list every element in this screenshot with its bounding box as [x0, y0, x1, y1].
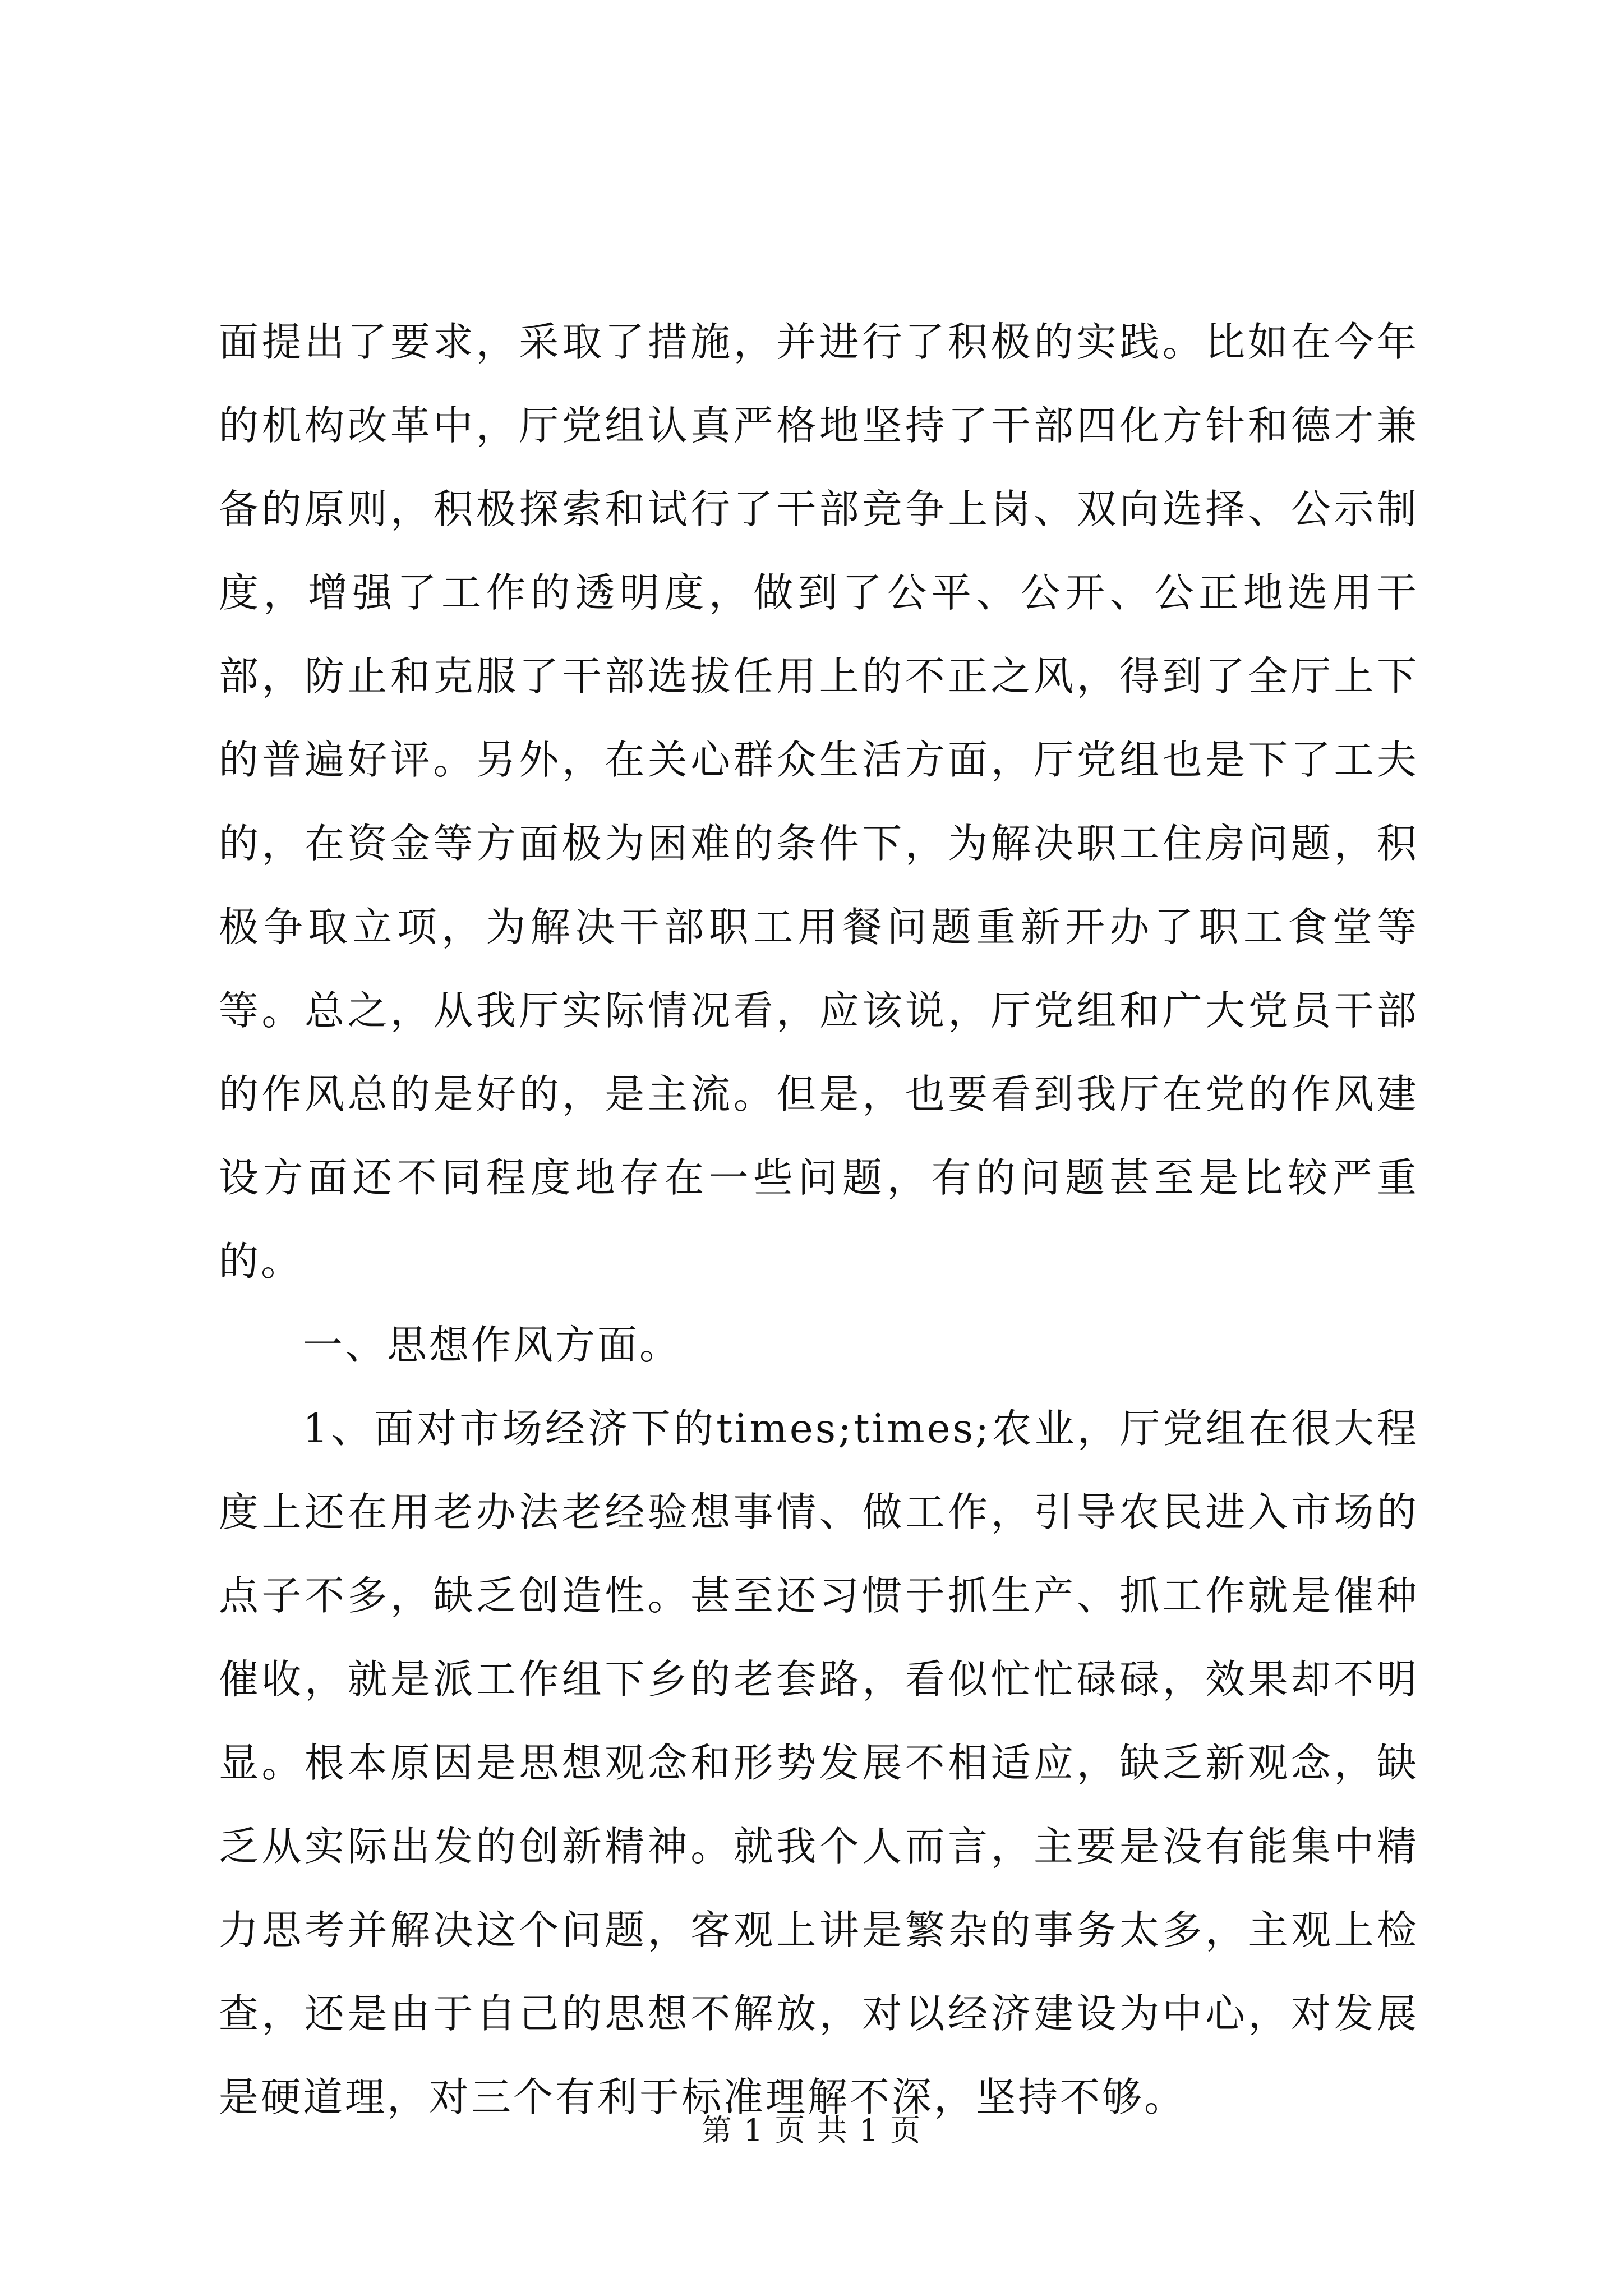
paragraph-continuation: 面提出了要求，采取了措施，并进行了积极的实践。比如在今年的机构改革中，厅党组认真严格地坚持了干部四化方针和德才兼备的原则，积极探索和试行了干部竞争上岗、双向选择、公示制度，增强了工作的透明度，做到了公平、公开、公正地选用干部，防止和克服了干部选拔任用上的不正之风，得到了全厅上下的普遍好评。另外，在关心群众生活方面，厅党组也是下了工夫的，在资金等方面极为困难的条件下，为解决职工住房问题，积极争取立项，为解决干部职工用餐问题重新开办了职工食堂等等。总之，从我厅实际情况看，应该说，厅党组和广大党员干部的作风总的是好的，是主流。但是，也要看到我厅在党的作风建设方面还不同程度地存在一些问题，有的问题甚至是比较严重的。 [219, 319, 1419, 1285]
page-footer: 第 1 页 共 1 页 [701, 2113, 922, 2148]
document-body [219, 300, 1419, 2139]
section-heading: 一、思想作风方面。 [303, 1322, 682, 1368]
paragraph-item-1: 1、面对市场经济下的times;times;农业，厅党组在很大程度上还在用老办法老经验想事情、做工作，引导农民进入市场的点子不多，缺乏创造性。甚至还习惯于抓生产、抓工作就是催种催收，就是派工作组下乡的老套路，看似忙忙碌碌，效果却不明显。根本原因是思想观念和形势发展不相适应，缺乏新观念，缺乏从实际出发的创新精神。就我个人而言，主要是没有能集中精力思考并解决这个问题，客观上讲是繁杂的事务太多，主观上检查，还是由于自己的思想不解放，对以经济建设为中心，对发展是硬道理，对三个有利于标准理解不深，坚持不够。 [219, 1405, 1419, 2120]
